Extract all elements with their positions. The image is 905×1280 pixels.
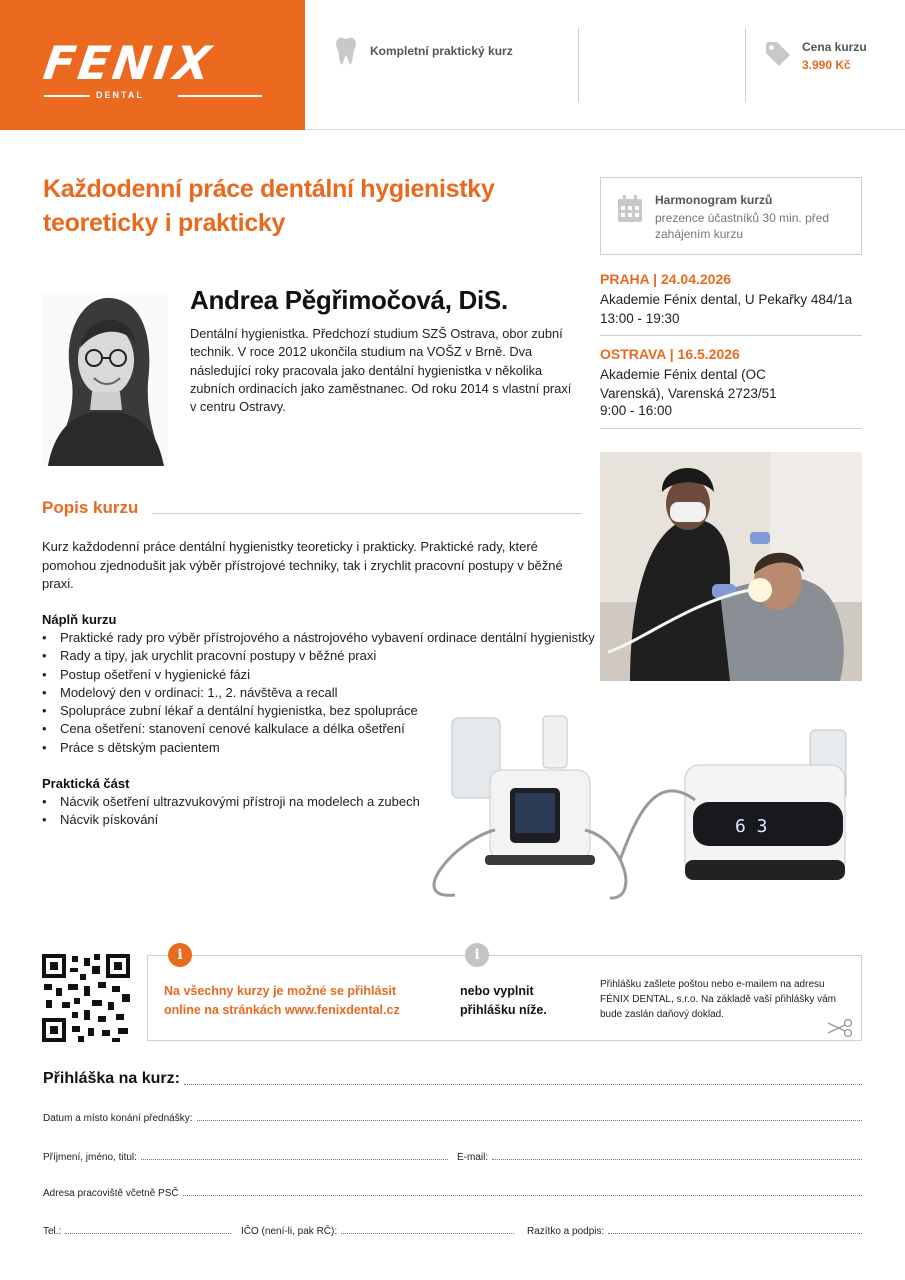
- list-item: • Rady a tipy, jak urychlit pracovní postupy v běžné praxi: [42, 647, 602, 665]
- page-title: Každodenní práce dentální hygienistky teoreticky i prakticky: [43, 175, 495, 237]
- phone-field: [43, 1226, 231, 1237]
- date-place-input[interactable]: [197, 1120, 862, 1121]
- name-input[interactable]: [141, 1159, 448, 1160]
- date-place-field: [43, 1113, 862, 1124]
- list-item: • Práce s dětským pacientem: [42, 739, 602, 757]
- ico-input[interactable]: [341, 1233, 514, 1234]
- address-input[interactable]: [183, 1195, 862, 1196]
- ico-field: [241, 1226, 514, 1237]
- divider: [600, 335, 862, 336]
- schedule-subtitle: prezence účastníků 30 min. před zahájením kurzu: [655, 211, 830, 241]
- list-item: • Nácvik pískování: [42, 811, 602, 829]
- phone-label: Tel.:: [43, 1226, 62, 1237]
- event-time: 9:00 - 16:00: [600, 403, 673, 418]
- logo: [0, 0, 305, 130]
- online-registration-text: Na všechny kurzy je možné se přihlásit online na stránkách www.fenixdental.cz: [164, 984, 400, 1017]
- price-value: 3.990 Kč: [802, 58, 851, 72]
- list-item: • Praktické rady pro výběr přístrojového a nástrojového vybavení ordinace dentální hygienistky: [42, 629, 602, 647]
- name-label: Příjmení, jméno, titul:: [43, 1152, 137, 1163]
- info-icon: i: [168, 943, 192, 967]
- lecturer-portrait: [42, 292, 168, 466]
- event-address: Akademie Fénix dental, U Pekařky 484/1a: [600, 292, 853, 307]
- event-time: 13:00 - 19:30: [600, 311, 680, 326]
- schedule-title: Harmonogram kurzů: [655, 193, 773, 207]
- dental-devices-image: [415, 710, 860, 910]
- section-divider: [152, 513, 582, 514]
- calendar-icon: [617, 195, 643, 223]
- section-title: Popis kurzu: [42, 498, 139, 517]
- content-heading: Náplň kurzu: [42, 612, 117, 627]
- email-label: E-mail:: [457, 1152, 489, 1163]
- form-registration-text: nebo vyplnit přihlášku níže.: [460, 984, 547, 1017]
- tooth-icon: [334, 36, 358, 66]
- list-item: • Spolupráce zubní lékař a dentální hygienistka, bez spolupráce: [42, 702, 602, 720]
- address-field: [43, 1188, 862, 1199]
- logo-subtitle: DENTAL: [96, 90, 144, 100]
- list-item: • Modelový den v ordinaci: 1., 2. návštěva a recall: [42, 684, 602, 702]
- signature-label: Razítko a podpis:: [527, 1226, 605, 1237]
- list-item: • Nácvik ošetření ultrazvukovými přístroji na modelech a zubech: [42, 793, 602, 811]
- event-city-date: PRAHA | 24.04.2026: [600, 271, 732, 287]
- signature-input[interactable]: [608, 1233, 862, 1234]
- qr-code: [42, 954, 130, 1042]
- dental-treatment-photo: [600, 452, 862, 681]
- scissors-icon: [826, 1018, 856, 1038]
- signature-field: [527, 1226, 862, 1237]
- header-divider: [745, 28, 746, 102]
- form-title: Přihláška na kurz:: [43, 1070, 180, 1087]
- registration-note: Přihlášku zašlete poštou nebo e-mailem na adresu FÉNIX DENTAL, s.r.o. Na základě vaší přihlášky vám bude zaslán daňový doklad.: [600, 979, 837, 1020]
- course-price: [764, 0, 867, 130]
- phone-input[interactable]: [65, 1233, 231, 1234]
- list-item: • Postup ošetření v hygienické fázi: [42, 666, 602, 684]
- event-address: Akademie Fénix dental (OC Varenská), Varenská 2723/51: [600, 367, 777, 401]
- list-item: • Cena ošetření: stanovení cenové kalkulace a délka ošetření: [42, 720, 602, 738]
- practical-heading: Praktická část: [42, 776, 130, 791]
- date-place-label: Datum a místo konání přednášky:: [43, 1113, 193, 1124]
- divider: [600, 428, 862, 429]
- lecturer-bio: Dentální hygienistka. Předchozí studium SZŠ Ostrava, obor zubní technik. V roce 2012 ukončila studium na VOŠZ v Brně. Dva následující roky pracovala jako dentální hygienistka v několika zubních ordinacích jako zaměstnanec. Od roku 2014 s vlastní praxí v centru Ostravy.: [190, 326, 572, 415]
- form-title-row: [43, 1070, 862, 1088]
- schedule-box: [600, 177, 862, 255]
- course-type-label: Kompletní praktický kurz: [370, 44, 513, 58]
- email-input[interactable]: [492, 1159, 862, 1160]
- event-city-date: OSTRAVA | 16.5.2026: [600, 346, 740, 362]
- ico-label: IČO (není-li, pak RČ):: [241, 1226, 338, 1237]
- header-divider: [578, 28, 579, 102]
- lecturer-name: Andrea Pěgřimočová, DiS.: [190, 285, 508, 315]
- svg-text:6 3: 6 3: [735, 816, 768, 837]
- email-field: [457, 1152, 862, 1163]
- name-field: [43, 1152, 448, 1163]
- header: [0, 0, 905, 130]
- course-type: [334, 0, 513, 130]
- course-description: Kurz každodenní práce dentální hygienistky teoreticky i prakticky. Praktické rady, které pomohou zjednodušit jak výběr přístrojové techniky, tak i zrychlit pracovní postupy v běžné praxi.: [42, 539, 563, 591]
- logo-text: FENIX: [40, 36, 217, 90]
- price-label: Cena kurzu: [802, 40, 867, 54]
- form-field-line[interactable]: [184, 1084, 862, 1085]
- info-icon: i: [465, 943, 489, 967]
- price-tag-icon: [764, 40, 792, 68]
- address-label: Adresa pracoviště včetně PSČ: [43, 1188, 179, 1199]
